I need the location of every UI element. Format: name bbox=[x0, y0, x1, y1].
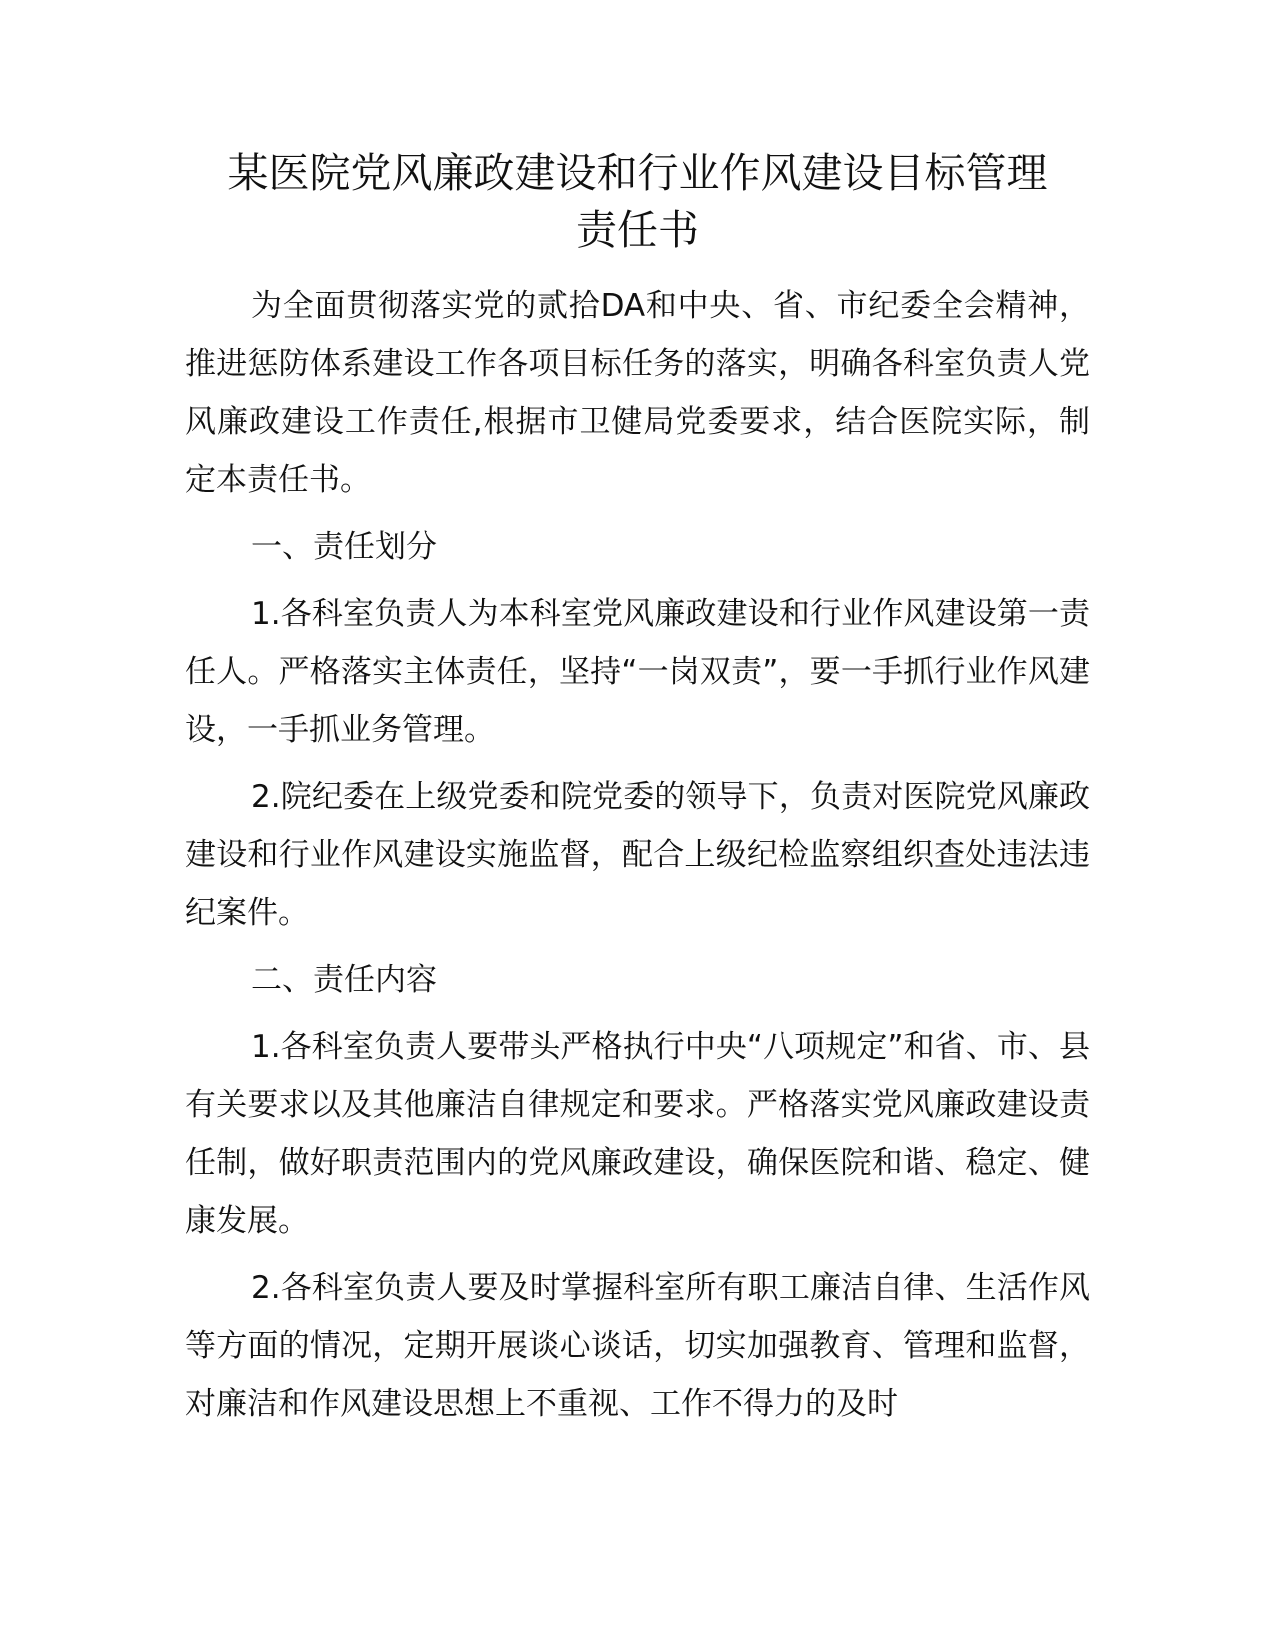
section-heading-responsibility-division: 一、责任划分 bbox=[251, 529, 437, 565]
section1-item-2: 2.院纪委在上级党委和院党委的领导下，负责对医院党风廉政建设和行业作风建设实施监督，配合上级纪检监察组织查处违法违纪案件。 bbox=[185, 779, 1090, 931]
section2-item-1: 1.各科室负责人要带头严格执行中央“八项规定”和省、市、县有关要求以及其他廉洁自律规定和要求。严格落实党风廉政建设责任制，做好职责范围内的党风廉政建设，确保医院和谐、稳定、健康发展。 bbox=[185, 1029, 1090, 1239]
document-body bbox=[185, 277, 1090, 1442]
document-title bbox=[150, 145, 1125, 259]
section2-item-2: 2.各科室负责人要及时掌握科室所有职工廉洁自律、生活作风等方面的情况，定期开展谈心谈话，切实加强教育、管理和监督，对廉洁和作风建设思想上不重视、工作不得力的及时 bbox=[185, 1270, 1090, 1422]
title-line-2: 责任书 bbox=[576, 206, 699, 254]
section1-item-1: 1.各科室负责人为本科室党风廉政建设和行业作风建设第一责任人。严格落实主体责任，坚持“一岗双责”，要一手抓行业作风建设，一手抓业务管理。 bbox=[185, 596, 1090, 748]
intro-paragraph: 为全面贯彻落实党的贰拾DA和中央、省、市纪委全会精神，推进惩防体系建设工作各项目标任务的落实，明确各科室负责人党风廉政建设工作责任,根据市卫健局党委要求，结合医院实际，制定本责任书。 bbox=[185, 288, 1090, 498]
title-line-1: 某医院党风廉政建设和行业作风建设目标管理 bbox=[227, 149, 1048, 197]
section-heading-responsibility-content: 二、责任内容 bbox=[251, 962, 437, 998]
